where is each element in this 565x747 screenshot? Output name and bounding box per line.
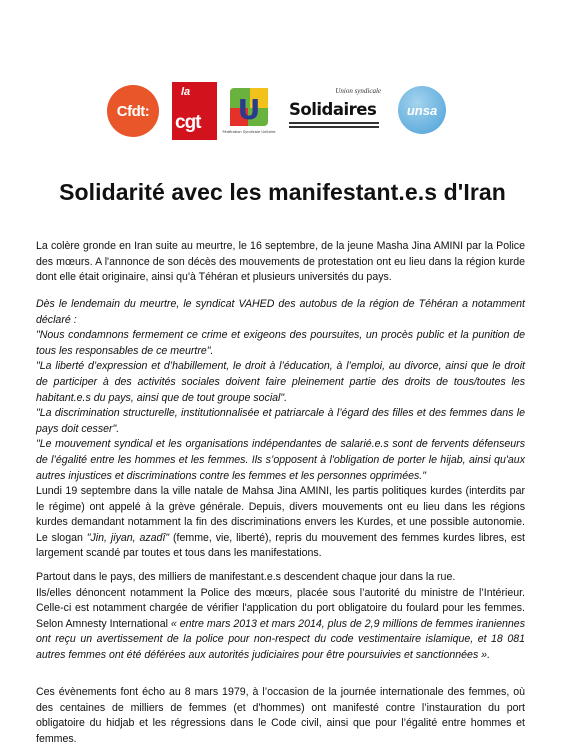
statement-quote-3: "La discrimination structurelle, institutionnalisée et patriarcale à l’égard des filles et des femmes dans le pays doit cesser". xyxy=(36,407,525,435)
fsu-logo xyxy=(222,86,276,136)
paragraph-vahed-statement xyxy=(36,297,525,484)
paragraph-1979 xyxy=(36,685,525,747)
unsa-logo xyxy=(398,86,446,134)
statement-quote-4: "Le mouvement syndical et les organisations indépendantes de salarié.e.s sont de fervents défenseurs de l’égalité entre les hommes et les femmes. Ils s’opposent à l'obligation de porter le hijab, ainsi qu'aux autres injustices et discriminations contre les femmes et les personnes opprimées." xyxy=(36,438,525,482)
solidaires-logo-union: Union syndicale xyxy=(335,87,381,95)
amnesty-quote: « entre mars 2013 et mars 2014, plus de 2,9 millions de femmes iraniennes ont reçu un avertissement de la police pour non-respect du code vestimentaire islamique, et 18 081 autres femmes ont été déférées aux autorités judiciaires pour être poursuivies et sanctionnées ». xyxy=(36,617,525,661)
paragraph-kurdish-strike-text xyxy=(36,484,525,562)
kurdish-text-before: Lundi 19 septembre dans la ville natale de Mahsa Jina AMINI, les partis politiques kurdes (interdits par le régime) ont appelé à la grève générale. Depuis, divers mouvements ont eu lieu dans les régions kurdes demandant notamment la fin des discriminations envers les Kurdes, et une possible autonomie. Le slogan xyxy=(36,485,525,544)
unsa-logo-text: unsa xyxy=(406,102,438,118)
svg-text:U: U xyxy=(237,93,261,126)
statement-quote-1: "Nous condamnons fermement ce crime et exigeons des poursuites, un procès public et la punition de tous les responsables de ce meurtre". xyxy=(36,329,525,357)
paragraph-protests xyxy=(36,570,525,664)
paragraph-intro xyxy=(36,239,525,286)
protests-text xyxy=(36,586,525,664)
statement-intro: Dès le lendemain du meurtre, le syndicat VAHED des autobus de la région de Téhéran a notamment déclaré : xyxy=(36,298,525,326)
cgt-logo-la: la xyxy=(181,86,191,98)
protests-text-before: Ils/elles dénoncent notamment la Police des mœurs, placée sous l’autorité du ministre de l’Intérieur. Celle-ci est notamment chargée de vérifier l'application du port obligatoire du foulard pour les femmes. Selon Amnesty International xyxy=(36,586,525,630)
kurdish-text-after: (femme, vie, liberté), repris du mouvement des femmes kurdes libres, est largement scandé par toutes et tous dans les manifestations. xyxy=(36,531,525,560)
logo-bar xyxy=(0,82,565,142)
fsu-logo-graphic xyxy=(222,86,276,136)
statement-quote-2: "La liberté d’expression et d’habillement, le droit à l’éducation, à l’emploi, au divorce, ainsi que le droit de participer à des activités sociales doivent faire pleinement partie des droits de tous/toutes les habitant.e.s du pays, ainsi que de tout groupe social". xyxy=(36,360,525,404)
cgt-logo xyxy=(172,82,217,140)
page-title: Solidarité avec les manifestant.e.s d'Iran xyxy=(59,179,506,205)
solidaires-logo-stripe xyxy=(289,122,379,124)
paragraph-intro-text: La colère gronde en Iran suite au meurtre, le 16 septembre, de la jeune Masha Jina AMINI par la Police des mœurs. A l'annonce de son décès des mouvements de protestation ont eu lieu dans la région kurde dont elle était originaire, ainsi qu'à Téhéran et plusieurs universités du pays. xyxy=(36,240,525,284)
kurdish-slogan: "Jin, jiyan, azadî" xyxy=(86,531,170,544)
paragraph-1979-text: Ces évènements font écho au 8 mars 1979, à l’occasion de la journée internationale des femmes, où des centaines de milliers de femmes (et d'hommes) ont manifesté contre l’instauration du port obligatoire du hidjab et les régressions dans le Code civil, ainsi que pour l’égalité entre hommes et femmes. xyxy=(36,686,525,745)
solidaires-logo-stripe xyxy=(289,126,379,128)
protests-line-1: Partout dans le pays, des milliers de manifestant.e.s descendent chaque jour dans la rue. xyxy=(36,571,456,583)
paragraph-kurdish-strike xyxy=(36,484,525,562)
solidaires-logo-text: Solidaires xyxy=(289,100,377,119)
cgt-logo-text: cgt xyxy=(175,112,201,133)
cfdt-logo-text: Cfdt: xyxy=(116,102,150,120)
solidaires-logo xyxy=(289,88,381,136)
svg-text:Fédération Syndicale Unitaire: Fédération Syndicale Unitaire xyxy=(222,130,276,134)
cfdt-logo xyxy=(107,85,159,137)
